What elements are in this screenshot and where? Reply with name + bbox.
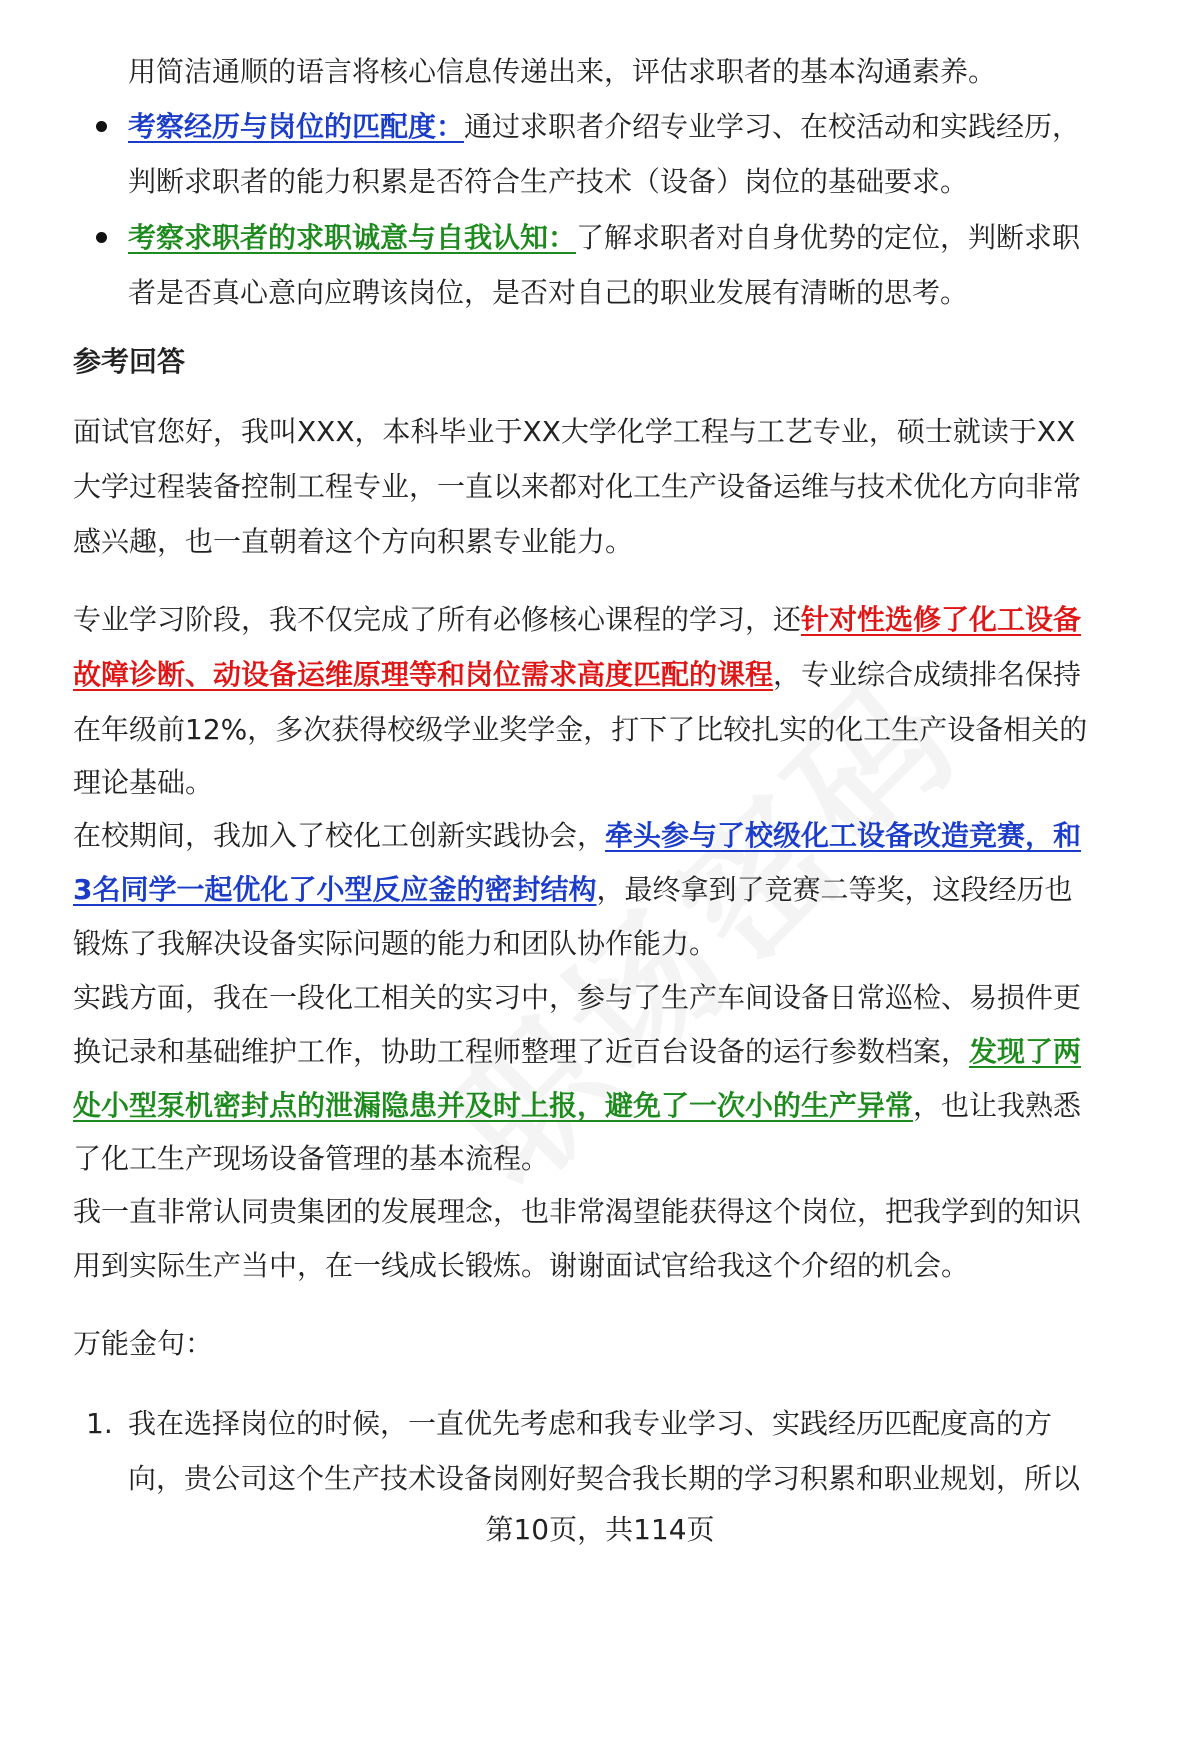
para4-highlight: 处小型泵机密封点的泄漏隐患并及时上报，避免了一次小的生产异常	[73, 1089, 914, 1122]
para5-line-1: 我一直非常认同贵集团的发展理念，也非常渴望能获得这个岗位，把我学到的知识	[73, 1195, 1082, 1228]
para4-text: 换记录和基础维护工作，协助工程师整理了近百台设备的运行参数档案，	[73, 1035, 970, 1068]
para1-line-3: 感兴趣，也一直朝着这个方向积累专业能力。	[73, 525, 634, 558]
intro-tail-text: 用简洁通顺的语言将核心信息传递出来，评估求职者的基本沟通素养。	[128, 55, 997, 88]
list-item-1-line-2: 向，贵公司这个生产技术设备岗刚好契合我长期的学习积累和职业规划，所以	[128, 1462, 1081, 1495]
para4-line-1: 实践方面，我在一段化工相关的实习中，参与了生产车间设备日常巡检、易损件更	[73, 981, 1082, 1014]
page-footer: 第10页，共114页	[485, 1513, 715, 1546]
para3-line-1	[73, 806, 1153, 865]
para4-highlight: 发现了两	[969, 1035, 1082, 1068]
para4-line-2	[73, 1022, 1153, 1081]
para2-text: ，专业综合成绩排名保持	[773, 658, 1082, 691]
para3-text: ，最终拿到了竞赛二等奖，这段经历也	[596, 873, 1073, 906]
para2-highlight: 针对性选修了化工设备	[801, 603, 1082, 636]
bullet-2-label: 考察求职者的求职诚意与自我认知：	[128, 221, 577, 254]
para3-line-2	[73, 860, 1153, 919]
para1-line-1: 面试官您好，我叫XXX，本科毕业于XX大学化学工程与工艺专业，硕士就读于XX	[73, 415, 1076, 448]
para2-text: 专业学习阶段，我不仅完成了所有必修核心课程的学习，还	[73, 603, 802, 636]
para4-text: ，也让我熟悉	[913, 1089, 1082, 1122]
para5-line-2: 用到实际生产当中，在一线成长锻炼。谢谢面试官给我这个介绍的机会。	[73, 1249, 970, 1282]
para4-line-3	[73, 1076, 1153, 1135]
para2-highlight: 故障诊断、动设备运维原理等和岗位需求高度匹配的课程	[73, 658, 774, 691]
bullet-2-line-2: 者是否真心意向应聘该岗位，是否对自己的职业发展有清晰的思考。	[128, 276, 969, 309]
list-item-1-line-1: 我在选择岗位的时候，一直优先考虑和我专业学习、实践经历匹配度高的方	[128, 1407, 1053, 1440]
bullet-1-text: 通过求职者介绍专业学习、在校活动和实践经历，	[464, 110, 1081, 143]
bullet-2-line-1	[128, 208, 1153, 267]
list-number: 1.	[86, 1407, 113, 1440]
para2-line-4: 理论基础。	[73, 766, 214, 799]
bullet-1-line-1	[128, 97, 1153, 156]
para3-line-3: 锻炼了我解决设备实际问题的能力和团队协作能力。	[73, 927, 718, 960]
golden-title: 万能金句：	[73, 1327, 214, 1360]
bullet-dot	[96, 121, 107, 132]
para3-highlight: 牵头参与了校级化工设备改造竞赛，和	[605, 819, 1082, 852]
bullet-2-text: 了解求职者对自身优势的定位，判断求职	[576, 221, 1081, 254]
bullet-1-label: 考察经历与岗位的匹配度：	[128, 110, 465, 143]
para4-line-4: 了化工生产现场设备管理的基本流程。	[73, 1142, 550, 1175]
bullet-1-line-2: 判断求职者的能力积累是否符合生产技术（设备）岗位的基础要求。	[128, 165, 969, 198]
para3-highlight: 3名同学一起优化了小型反应釜的密封结构	[73, 873, 597, 906]
bullet-dot	[96, 232, 107, 243]
section-title: 参考回答	[73, 345, 186, 378]
para2-line-1	[73, 590, 1153, 649]
para2-line-2	[73, 645, 1153, 704]
para1-line-2: 大学过程装备控制工程专业，一直以来都对化工生产设备运维与技术优化方向非常	[73, 470, 1082, 503]
para3-text: 在校期间，我加入了校化工创新实践协会，	[73, 819, 606, 852]
para2-line-3: 在年级前12%，多次获得校级学业奖学金，打下了比较扎实的化工生产设备相关的	[73, 713, 1088, 746]
